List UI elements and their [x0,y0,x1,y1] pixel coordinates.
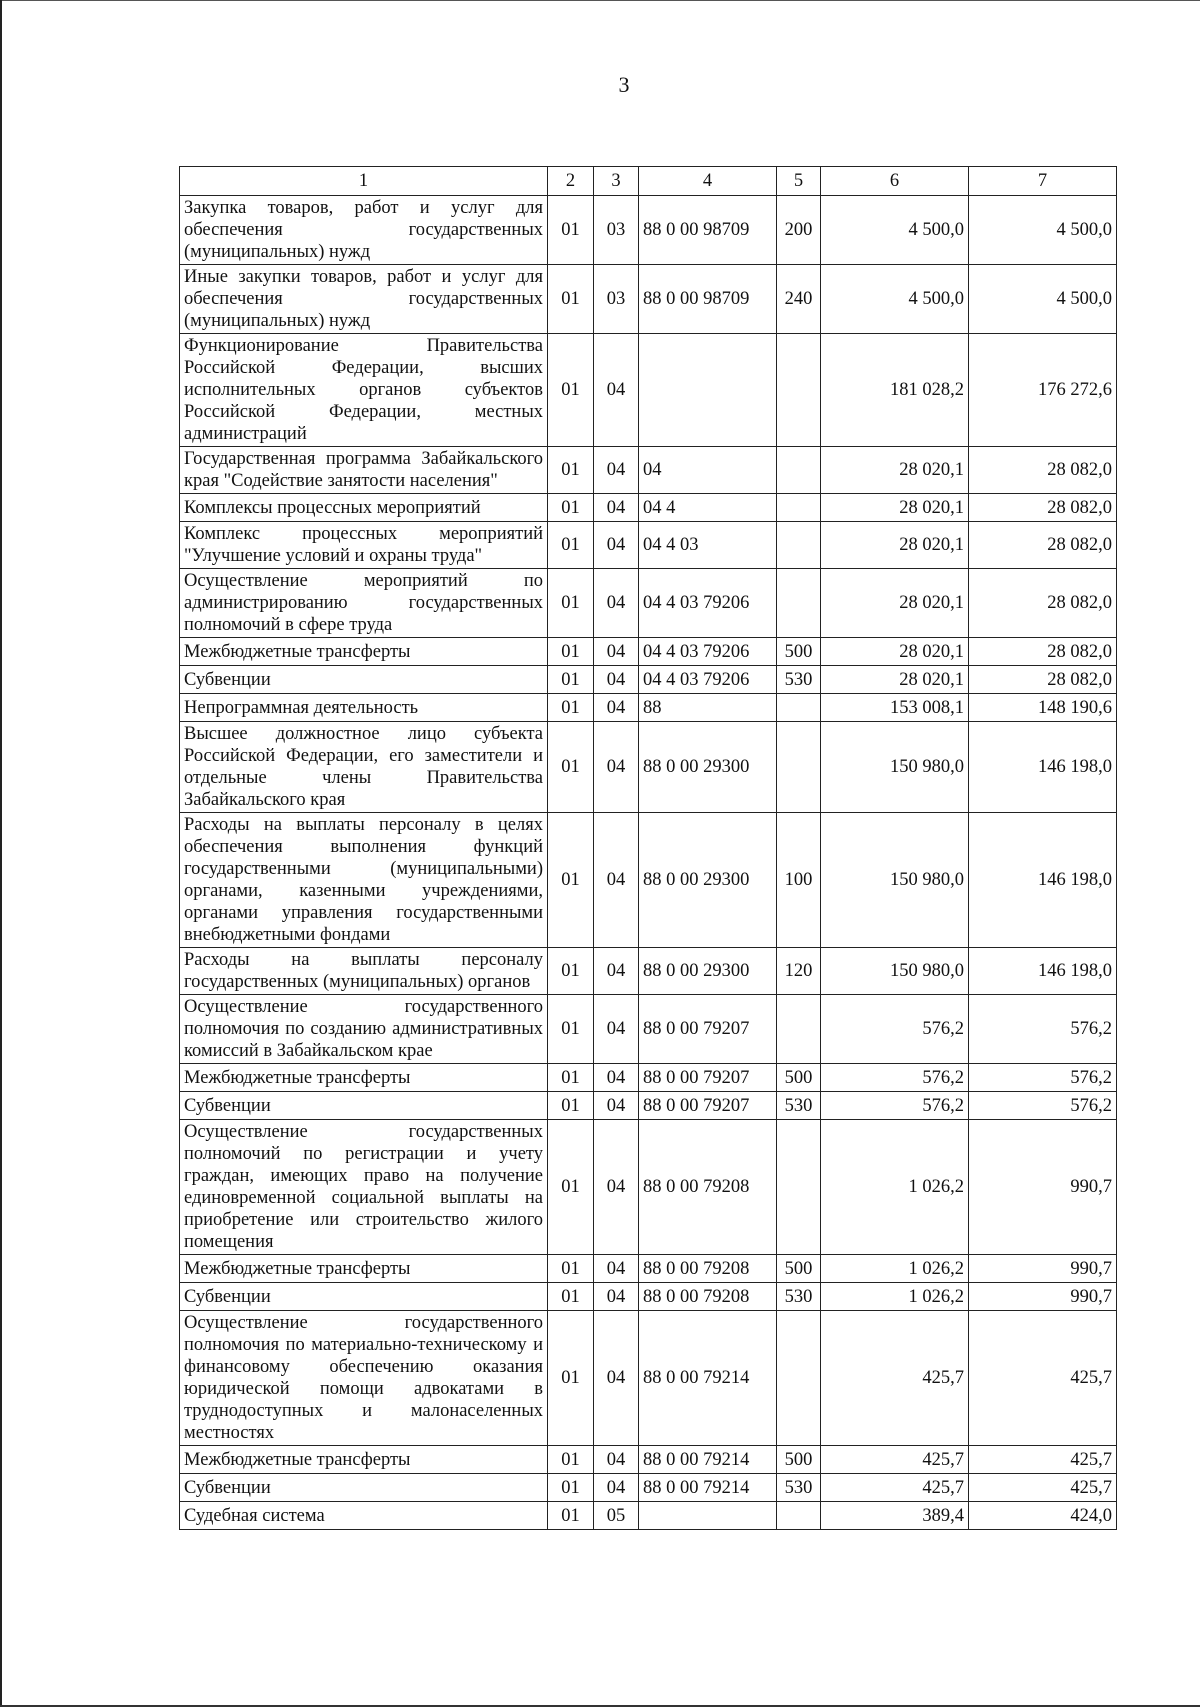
table-row [180,522,1117,569]
row-section-cell: 01 [548,569,594,638]
table-row [180,1092,1117,1120]
row-expense-type-cell: 530 [777,1474,821,1502]
row-subsection-cell: 04 [594,948,639,995]
row-section-cell: 01 [548,265,594,334]
row-subsection-cell: 04 [594,1446,639,1474]
row-expense-type-cell: 530 [777,1092,821,1120]
row-subsection-cell: 04 [594,995,639,1064]
table-row [180,334,1117,447]
row-expense-type-cell: 500 [777,1255,821,1283]
row-target-code-cell: 88 0 00 79208 [639,1120,777,1255]
table-row [180,569,1117,638]
row-section-cell: 01 [548,447,594,494]
table-row [180,196,1117,265]
row-amount-col6-cell: 28 020,1 [821,494,969,522]
row-amount-col7-cell: 148 190,6 [969,694,1117,722]
row-amount-col7-cell: 28 082,0 [969,569,1117,638]
table-row [180,694,1117,722]
row-target-code-cell: 04 [639,447,777,494]
row-amount-col7-cell: 990,7 [969,1255,1117,1283]
row-name-cell: Субвенции [180,666,548,694]
row-amount-col6-cell: 1 026,2 [821,1120,969,1255]
row-expense-type-cell: 120 [777,948,821,995]
row-expense-type-cell: 530 [777,666,821,694]
row-section-cell: 01 [548,722,594,813]
row-subsection-cell: 04 [594,638,639,666]
row-amount-col7-cell: 146 198,0 [969,948,1117,995]
row-name-cell: Комплекс процессных мероприятий "Улучшение условий и охраны труда" [180,522,548,569]
row-expense-type-cell [777,694,821,722]
table-row [180,1311,1117,1446]
row-name-cell: Государственная программа Забайкальского края "Содействие занятости населения" [180,447,548,494]
row-amount-col7-cell: 146 198,0 [969,813,1117,948]
row-name-cell: Межбюджетные трансферты [180,1064,548,1092]
row-target-code-cell: 88 0 00 29300 [639,722,777,813]
table-row [180,948,1117,995]
row-amount-col6-cell: 1 026,2 [821,1255,969,1283]
row-expense-type-cell [777,1502,821,1530]
row-target-code-cell: 88 0 00 29300 [639,813,777,948]
row-amount-col6-cell: 28 020,1 [821,666,969,694]
row-expense-type-cell [777,722,821,813]
row-expense-type-cell: 500 [777,1064,821,1092]
page-number: 3 [618,72,630,97]
row-subsection-cell: 04 [594,569,639,638]
row-amount-col7-cell: 28 082,0 [969,494,1117,522]
row-target-code-cell: 88 0 00 79207 [639,1064,777,1092]
row-subsection-cell: 04 [594,1474,639,1502]
row-amount-col6-cell: 28 020,1 [821,522,969,569]
row-name-cell: Высшее должностное лицо субъекта Российской Федерации, его заместители и отдельные члены Правительства Забайкальского края [180,722,548,813]
row-expense-type-cell [777,494,821,522]
row-section-cell: 01 [548,196,594,265]
row-target-code-cell [639,334,777,447]
header-row [180,167,1117,196]
row-amount-col7-cell: 146 198,0 [969,722,1117,813]
row-target-code-cell: 88 0 00 79214 [639,1474,777,1502]
scan-edge-left [0,0,2,1707]
row-subsection-cell: 04 [594,1064,639,1092]
row-amount-col7-cell: 425,7 [969,1446,1117,1474]
table-row [180,722,1117,813]
row-subsection-cell: 04 [594,666,639,694]
table-row [180,447,1117,494]
row-expense-type-cell: 200 [777,196,821,265]
row-section-cell: 01 [548,1283,594,1311]
row-target-code-cell: 88 0 00 98709 [639,265,777,334]
row-target-code-cell: 88 0 00 79207 [639,1092,777,1120]
row-amount-col6-cell: 425,7 [821,1474,969,1502]
header-cell: 5 [777,167,821,196]
row-expense-type-cell: 500 [777,638,821,666]
row-subsection-cell: 04 [594,1120,639,1255]
row-target-code-cell: 88 [639,694,777,722]
row-amount-col7-cell: 28 082,0 [969,666,1117,694]
row-target-code-cell: 88 0 00 79208 [639,1283,777,1311]
table-row [180,1474,1117,1502]
header-cell: 7 [969,167,1117,196]
row-section-cell: 01 [548,948,594,995]
row-subsection-cell: 04 [594,694,639,722]
row-expense-type-cell [777,1311,821,1446]
row-amount-col6-cell: 150 980,0 [821,813,969,948]
row-expense-type-cell: 500 [777,1446,821,1474]
row-subsection-cell: 04 [594,447,639,494]
row-target-code-cell: 88 0 00 79208 [639,1255,777,1283]
row-name-cell: Расходы на выплаты персоналу государственных (муниципальных) органов [180,948,548,995]
row-name-cell: Межбюджетные трансферты [180,1446,548,1474]
row-subsection-cell: 04 [594,722,639,813]
row-amount-col6-cell: 28 020,1 [821,447,969,494]
row-section-cell: 01 [548,1502,594,1530]
row-amount-col6-cell: 181 028,2 [821,334,969,447]
row-subsection-cell: 03 [594,265,639,334]
row-amount-col7-cell: 576,2 [969,1092,1117,1120]
row-name-cell: Иные закупки товаров, работ и услуг для обеспечения государственных (муниципальных) нужд [180,265,548,334]
row-amount-col7-cell: 4 500,0 [969,196,1117,265]
row-target-code-cell: 88 0 00 79214 [639,1446,777,1474]
row-target-code-cell: 04 4 03 79206 [639,638,777,666]
row-subsection-cell: 04 [594,1092,639,1120]
row-amount-col7-cell: 425,7 [969,1474,1117,1502]
row-section-cell: 01 [548,1120,594,1255]
table-row [180,1120,1117,1255]
row-section-cell: 01 [548,494,594,522]
header-cell: 2 [548,167,594,196]
row-amount-col6-cell: 576,2 [821,1064,969,1092]
row-section-cell: 01 [548,334,594,447]
row-target-code-cell [639,1502,777,1530]
table-row [180,1255,1117,1283]
row-name-cell: Комплексы процессных мероприятий [180,494,548,522]
row-subsection-cell: 04 [594,1255,639,1283]
header-cell: 6 [821,167,969,196]
row-section-cell: 01 [548,1311,594,1446]
row-subsection-cell: 04 [594,494,639,522]
row-amount-col7-cell: 28 082,0 [969,447,1117,494]
row-name-cell: Непрограммная деятельность [180,694,548,722]
row-section-cell: 01 [548,1474,594,1502]
row-amount-col6-cell: 28 020,1 [821,638,969,666]
row-name-cell: Осуществление государственного полномочия по материально-техническому и финансовому обеспечению оказания юридической помощи адвокатами в труднодоступных и малонаселенных местностях [180,1311,548,1446]
row-amount-col6-cell: 1 026,2 [821,1283,969,1311]
table-row [180,1064,1117,1092]
row-amount-col7-cell: 424,0 [969,1502,1117,1530]
row-expense-type-cell: 530 [777,1283,821,1311]
row-amount-col6-cell: 389,4 [821,1502,969,1530]
row-subsection-cell: 05 [594,1502,639,1530]
row-amount-col6-cell: 4 500,0 [821,196,969,265]
table-row [180,1446,1117,1474]
row-expense-type-cell [777,522,821,569]
row-expense-type-cell: 240 [777,265,821,334]
row-name-cell: Осуществление государственных полномочий по регистрации и учету граждан, имеющих право на получение единовременной социальной выплаты на приобретение или строительство жилого помещения [180,1120,548,1255]
row-amount-col6-cell: 425,7 [821,1446,969,1474]
row-section-cell: 01 [548,522,594,569]
row-amount-col6-cell: 150 980,0 [821,948,969,995]
row-name-cell: Закупка товаров, работ и услуг для обеспечения государственных (муниципальных) нужд [180,196,548,265]
row-amount-col6-cell: 153 008,1 [821,694,969,722]
row-amount-col7-cell: 176 272,6 [969,334,1117,447]
row-subsection-cell: 04 [594,1283,639,1311]
table-row [180,813,1117,948]
row-target-code-cell: 04 4 [639,494,777,522]
row-section-cell: 01 [548,638,594,666]
row-amount-col6-cell: 150 980,0 [821,722,969,813]
row-section-cell: 01 [548,1092,594,1120]
row-section-cell: 01 [548,995,594,1064]
row-target-code-cell: 04 4 03 79206 [639,569,777,638]
row-amount-col7-cell: 4 500,0 [969,265,1117,334]
row-section-cell: 01 [548,694,594,722]
row-expense-type-cell [777,1120,821,1255]
row-name-cell: Функционирование Правительства Российской Федерации, высших исполнительных органов субъектов Российской Федерации, местных администраций [180,334,548,447]
table-row [180,995,1117,1064]
row-target-code-cell: 88 0 00 79207 [639,995,777,1064]
row-target-code-cell: 88 0 00 29300 [639,948,777,995]
row-amount-col6-cell: 576,2 [821,995,969,1064]
table-row [180,1502,1117,1530]
row-amount-col6-cell: 28 020,1 [821,569,969,638]
header-cell: 3 [594,167,639,196]
row-name-cell: Расходы на выплаты персоналу в целях обеспечения выполнения функций государственными (муниципальными) органами, казенными учреждениями, органами управления государственными внебюджетными фондами [180,813,548,948]
row-amount-col6-cell: 425,7 [821,1311,969,1446]
row-name-cell: Субвенции [180,1092,548,1120]
scan-edge-top [0,0,1200,1]
row-subsection-cell: 04 [594,813,639,948]
row-subsection-cell: 04 [594,1311,639,1446]
row-target-code-cell: 88 0 00 79214 [639,1311,777,1446]
row-amount-col7-cell: 28 082,0 [969,522,1117,569]
row-target-code-cell: 04 4 03 [639,522,777,569]
row-subsection-cell: 03 [594,196,639,265]
table-row [180,265,1117,334]
row-section-cell: 01 [548,1446,594,1474]
row-section-cell: 01 [548,813,594,948]
budget-table [179,166,1117,1530]
table-row [180,638,1117,666]
row-expense-type-cell [777,569,821,638]
row-expense-type-cell [777,995,821,1064]
row-name-cell: Судебная система [180,1502,548,1530]
row-expense-type-cell [777,447,821,494]
row-name-cell: Осуществление мероприятий по администрированию государственных полномочий в сфере труда [180,569,548,638]
row-expense-type-cell: 100 [777,813,821,948]
row-target-code-cell: 88 0 00 98709 [639,196,777,265]
table-row [180,494,1117,522]
header-cell: 4 [639,167,777,196]
table-body [180,196,1117,1530]
row-section-cell: 01 [548,1255,594,1283]
row-name-cell: Субвенции [180,1283,548,1311]
row-name-cell: Осуществление государственного полномочия по созданию административных комиссий в Забайкальском крае [180,995,548,1064]
row-section-cell: 01 [548,1064,594,1092]
row-amount-col6-cell: 576,2 [821,1092,969,1120]
row-subsection-cell: 04 [594,522,639,569]
table-row [180,666,1117,694]
row-amount-col7-cell: 425,7 [969,1311,1117,1446]
table-row [180,1283,1117,1311]
row-amount-col7-cell: 990,7 [969,1120,1117,1255]
row-name-cell: Межбюджетные трансферты [180,638,548,666]
row-amount-col7-cell: 28 082,0 [969,638,1117,666]
row-amount-col7-cell: 576,2 [969,995,1117,1064]
row-name-cell: Межбюджетные трансферты [180,1255,548,1283]
row-amount-col7-cell: 990,7 [969,1283,1117,1311]
row-section-cell: 01 [548,666,594,694]
row-name-cell: Субвенции [180,1474,548,1502]
header-cell: 1 [180,167,548,196]
row-amount-col7-cell: 576,2 [969,1064,1117,1092]
row-target-code-cell: 04 4 03 79206 [639,666,777,694]
row-expense-type-cell [777,334,821,447]
row-amount-col6-cell: 4 500,0 [821,265,969,334]
row-subsection-cell: 04 [594,334,639,447]
